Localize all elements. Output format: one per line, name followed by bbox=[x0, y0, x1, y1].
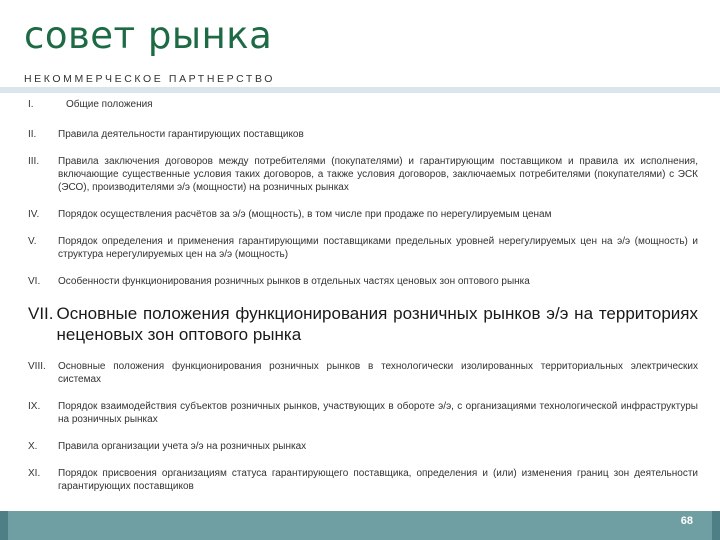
toc-item-text: Правила заключения договоров между потребителями (покупателями) и гарантирующим поставщиком и правила их исполнения, включающие существенные условия таких договоров, а также условия договоров, заключаемых потребителями (покупателями) с ЭСК (ЭСО), производителями э/э (мощности) на розничных рынках bbox=[58, 156, 698, 193]
toc-item-text: Основные положения функционирования розничных рынков в технологически изолированных территориальных электрических системах bbox=[58, 361, 698, 385]
toc-item-text: Порядок присвоения организациям статуса гарантирующего поставщика, определения и (или) изменения границ зон деятельности гарантирующих поставщиков bbox=[58, 468, 698, 492]
toc-item-number: IV. bbox=[28, 209, 40, 220]
header bbox=[24, 14, 275, 85]
toc-item-number: V. bbox=[28, 236, 37, 247]
logo-title: совет рынка bbox=[24, 14, 273, 57]
footer-accent-right bbox=[712, 511, 720, 540]
toc-item-number: II. bbox=[28, 129, 37, 140]
toc-item-number: III. bbox=[28, 156, 40, 167]
toc-item-number: IX. bbox=[28, 401, 41, 412]
footer-accent-left bbox=[0, 511, 8, 540]
toc-item-11 bbox=[28, 467, 698, 493]
toc-item-text: Основные положения функционирования розничных рынков э/э на территориях неценовых зон оптового рынка bbox=[56, 304, 698, 344]
toc-item-1 bbox=[28, 98, 698, 111]
page-number: 68 bbox=[680, 515, 693, 527]
table-of-contents bbox=[28, 91, 698, 493]
toc-item-7-highlighted bbox=[28, 303, 698, 345]
toc-item-number: VIII. bbox=[28, 361, 46, 372]
logo-subtitle: НЕКОММЕРЧЕСКОЕ ПАРТНЕРСТВО bbox=[24, 73, 275, 85]
toc-item-number: XI. bbox=[28, 468, 41, 479]
toc-item-text: Порядок осуществления расчётов за э/э (мощность), в том числе при продаже по нерегулируемым ценам bbox=[58, 209, 552, 220]
toc-item-2 bbox=[28, 128, 698, 141]
toc-item-5 bbox=[28, 235, 698, 261]
toc-item-number: X. bbox=[28, 441, 38, 452]
toc-item-number: VI. bbox=[28, 276, 41, 287]
toc-item-text: Порядок взаимодействия субъектов розничных рынков, участвующих в обороте э/э, с организациями технологической инфраструктуры на розничных рынках bbox=[58, 401, 698, 425]
toc-item-9 bbox=[28, 400, 698, 426]
toc-item-number: I. bbox=[28, 99, 34, 110]
toc-item-number: VII. bbox=[28, 304, 54, 323]
toc-item-8 bbox=[28, 360, 698, 386]
toc-item-6 bbox=[28, 275, 698, 288]
toc-item-text: Порядок определения и применения гарантирующими поставщиками предельных уровней нерегулируемых цен на э/э (мощность) и структура нерегулируемых цен на э/э (мощность) bbox=[58, 236, 698, 260]
toc-item-3 bbox=[28, 155, 698, 194]
toc-item-text: Правила деятельности гарантирующих поставщиков bbox=[58, 129, 304, 140]
toc-item-text: Правила организации учета э/э на розничных рынках bbox=[58, 441, 307, 452]
toc-item-text: Общие положения bbox=[66, 99, 153, 110]
footer-bar bbox=[0, 511, 720, 540]
toc-item-10 bbox=[28, 440, 698, 453]
toc-item-4 bbox=[28, 208, 698, 221]
toc-item-text: Особенности функционирования розничных рынков в отдельных частях ценовых зон оптового рынка bbox=[58, 276, 530, 287]
